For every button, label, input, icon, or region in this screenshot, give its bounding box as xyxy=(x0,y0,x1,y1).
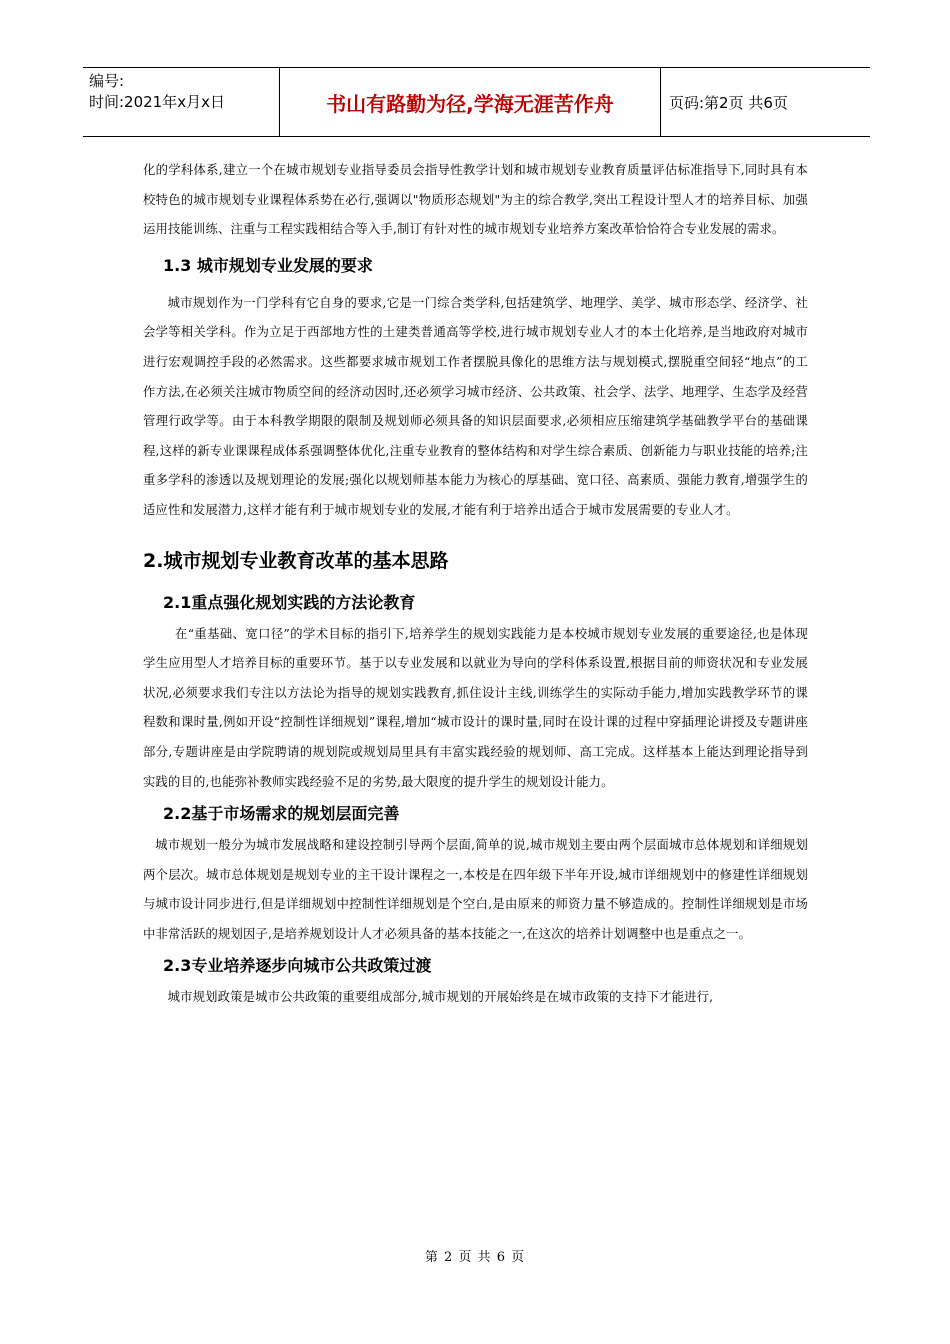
paragraph-3: 在“重基础、宽口径”的学术目标的指引下,培养学生的规划实践能力是本校城市规划专业发展的重要途径,也是体现学生应用型人才培养目标的重要环节。基于以专业发展和以就业为导向的学科体系设置,根据目前的师资状况和专业发展状况,必须要求我们专注以方法论为指导的规划实践教育,抓住设计主线,训练学生的实际动手能力,增加实践教学环节的课程数和课时量,例如开设“控制性详细规划”课程,增加“城市设计的课时量,同时在设计课的过程中穿插理论讲授及专题讲座部分,专题讲座是由学院聘请的规划院或规划局里具有丰富实践经验的规划师、高工完成。这样基本上能达到理论指导到实践的目的,也能弥补教师实践经验不足的劣势,最大限度的提升学生的规划设计能力。 xyxy=(143,626,808,789)
page-header xyxy=(83,67,870,137)
heading-2: 2.城市规划专业教育改革的基本思路 xyxy=(143,549,449,572)
header-motto: 书山有路勤为径,学海无涯苦作舟 xyxy=(280,68,661,136)
document-body xyxy=(143,156,808,1013)
paragraph-4: 城市规划一般分为城市发展战略和建设控制引导两个层面,简单的说,城市规划主要由两个层面城市总体规划和详细规划两个层次。城市总体规划是规划专业的主干设计课程之一,本校是在四年级下半年开设,城市详细规划中的修建性详细规划与城市设计同步进行,但是详细规划中控制性详细规划是个空白,是由原来的师资力量不够造成的。控制性详细规划是市场中非常活跃的规划因子,是培养规划设计人才必须具备的基本技能之一,在这次的培养计划调整中也是重点之一。 xyxy=(143,838,808,941)
paragraph-2: 城市规划作为一门学科有它自身的要求,它是一门综合类学科,包括建筑学、地理学、美学、城市形态学、经济学、社会学等相关学科。作为立足于西部地方性的土建类普通高等学校,进行城市规划专业人才的本土化培养,是当地政府对城市进行宏观调控手段的必然需求。这些都要求城市规划工作者摆脱具像化的思维方法与规划模式,摆脱重空间轻“地点”的工作方法,在必须关注城市物质空间的经济动因时,还必须学习城市经济、公共政策、社会学、法学、地理学、生态学及经营管理行政学等。由于本科教学期限的限制及规划师必须具备的知识层面要求,必须相应压缩建筑学基础教学平台的基础课程,这样的新专业课课程成体系强调整体优化,注重专业教育的整体结构和对学生综合素质、创新能力与职业技能的培养;注重多学科的渗透以及规划理论的发展;强化以规划师基本能力为核心的厚基础、宽口径、高素质、强能力教育,增强学生的适应性和发展潜力,这样才能有利于城市规划专业的发展,才能有利于培养出适合于城市发展需要的专业人才。 xyxy=(143,295,808,517)
number-label: 编号: xyxy=(89,72,125,90)
paragraph-5: 城市规划政策是城市公共政策的重要组成部分,城市规划的开展始终是在城市政策的支持下才能进行, xyxy=(167,990,714,1005)
header-meta xyxy=(83,68,280,136)
time-label: 时间:2021年x月x日 xyxy=(89,93,225,111)
paragraph-1: 化的学科体系,建立一个在城市规划专业指导委员会指导性教学计划和城市规划专业教育质量评估标准指导下,同时具有本校特色的城市规划专业课程体系势在必行,强调以"物质形态规划"为主的综合教学,突出工程设计型人才的培养目标、加强运用技能训练、注重与工程实践相结合等入手,制订有针对性的城市规划专业培养方案改革恰恰符合专业发展的需求。 xyxy=(143,163,808,237)
heading-2-2: 2.2基于市场需求的规划层面完善 xyxy=(163,804,400,824)
heading-2-1: 2.1重点强化规划实践的方法论教育 xyxy=(163,592,416,612)
page-footer: 第 2 页 共 6 页 xyxy=(424,1250,526,1265)
header-page-label: 页码:第2页 共6页 xyxy=(669,93,788,112)
heading-2-3: 2.3专业培养逐步向城市公共政策过渡 xyxy=(163,956,432,976)
heading-1-3: 1.3 城市规划专业发展的要求 xyxy=(163,255,373,275)
